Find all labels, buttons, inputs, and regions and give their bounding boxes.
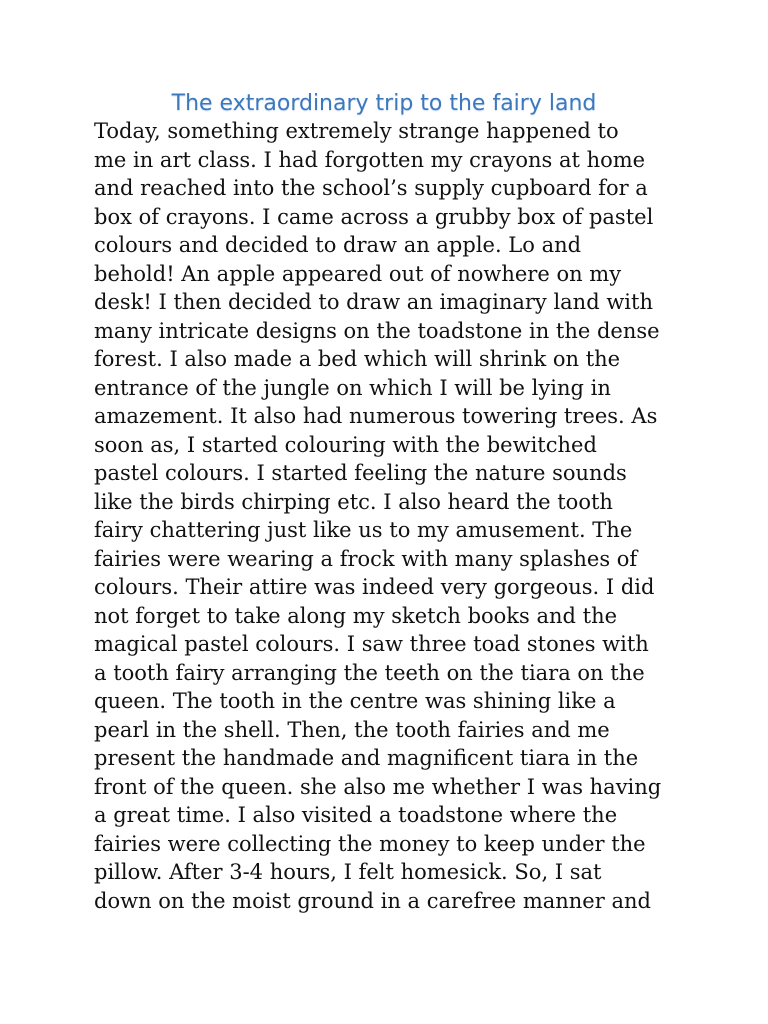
body-line: pearl in the shell. Then, the tooth fairies and me <box>94 717 610 742</box>
body-line: queen. The tooth in the centre was shining like a <box>94 689 616 713</box>
body-line: box of crayons. I came across a grubby box of pastel <box>94 204 654 229</box>
body-line: and reached into the school’s supply cupboard for a <box>94 176 648 200</box>
body-line: a tooth fairy arranging the teeth on the tiara on the <box>94 660 645 685</box>
body-line: a great time. I also visited a toadstone where the <box>94 803 618 827</box>
body-line: forest. I also made a bed which will shrink on the <box>94 347 621 371</box>
document-title: The extraordinary trip to the fairy land <box>171 91 597 116</box>
body-line: pastel colours. I started feeling the nature sounds <box>94 461 627 485</box>
body-line: not forget to take along my sketch books and the <box>94 603 618 628</box>
body-line: entrance of the jungle on which I will be lying in <box>94 375 611 400</box>
body-line: like the birds chirping etc. I also heard the tooth <box>94 489 613 514</box>
body-line: front of the queen. she also me whether I was having <box>94 774 662 799</box>
body-line: amazement. It also had numerous towering trees. As <box>94 404 658 428</box>
body-line: colours. Their attire was indeed very gorgeous. I did <box>94 575 655 599</box>
document-body <box>94 117 694 915</box>
body-line: colours and decided to draw an apple. Lo and <box>94 233 582 257</box>
body-line: me in art class. I had forgotten my crayons at home <box>94 147 646 172</box>
body-line: behold! An apple appeared out of nowhere on my <box>94 261 622 286</box>
body-line: present the handmade and magnificent tiara in the <box>94 746 639 770</box>
body-line: fairy chattering just like us to my amusement. The <box>94 518 633 542</box>
body-line: Today, something extremely strange happened to <box>94 119 619 143</box>
body-line: soon as, I started colouring with the bewitched <box>94 432 597 457</box>
body-line: pillow. After 3-4 hours, I felt homesick. So, I sat <box>94 860 602 884</box>
body-line: fairies were wearing a frock with many splashes of <box>94 546 638 571</box>
body-line: magical pastel colours. I saw three toad stones with <box>94 632 649 656</box>
body-line: desk! I then decided to draw an imaginary land with <box>94 290 653 314</box>
body-line: many intricate designs on the toadstone in the dense <box>94 318 660 343</box>
body-line: down on the moist ground in a carefree manner and <box>94 888 651 913</box>
body-line: fairies were collecting the money to keep under the <box>94 831 646 856</box>
